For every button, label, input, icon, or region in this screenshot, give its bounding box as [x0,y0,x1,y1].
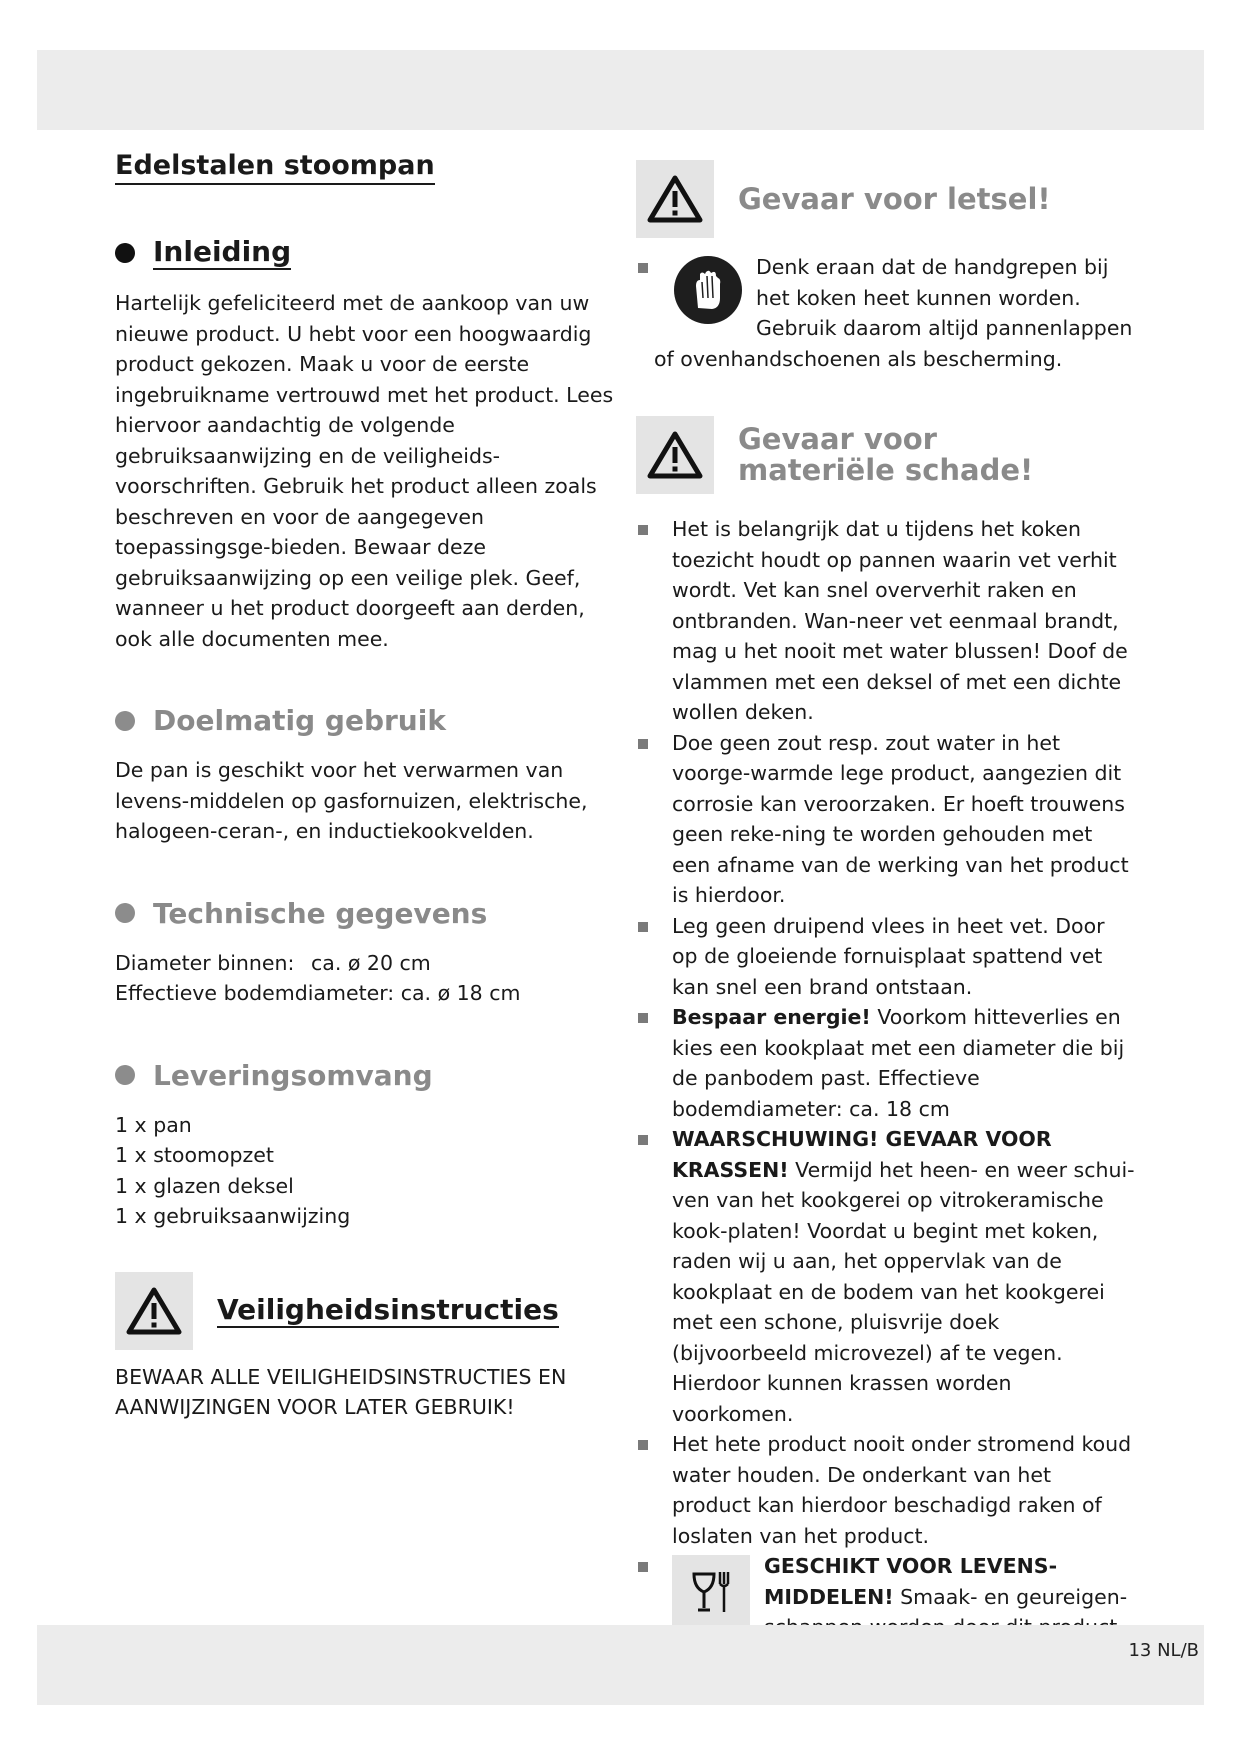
list-item: Doe geen zout resp. zout water in het voorge-warmde lege product, aangezien dit corrosie kan veroorzaken. Er hoeft trouwens geen reke-ning te worden gehouden met een afname van de werking van het product is hierdoor. [636,728,1136,911]
injury-item [636,252,1136,374]
bullet-icon [115,1065,135,1085]
warning-box [636,416,714,494]
page-number: 13 NL/B [1128,1640,1199,1661]
list-item: Het is belangrijk dat u tijdens het koken toezicht houdt op pannen waarin vet verhit wordt. Vet kan snel oververhit raken en ontbranden. Wan-neer vet eenmaal brandt, mag u het nooit met water blussen! Doof de vlammen met een deksel of met een dichte wollen deken. [636,514,1136,728]
injury-heading: Gevaar voor letsel! [738,181,1051,216]
bullet-icon [115,243,135,263]
list-item: 1 x stoomopzet [115,1143,274,1167]
list-item: 1 x pan [115,1112,192,1137]
left-column [115,150,615,1423]
tech-heading: Technische gegevens [153,896,488,930]
damage-header [636,416,1136,494]
warning-box [636,160,714,238]
safety-header [115,1272,615,1350]
intro-text: Hartelijk gefeliciteerd met de aankoop van uw nieuwe product. U hebt voor een hoogwaardig product gekozen. Maak u voor de eerste ingebruikname vertrouwd met het product. Lees hiervoor aandachtig de volgende gebruiksaanwijzing en de veiligheids-voorschriften. Gebruik het product alleen zoals beschreven en voor de aangegeven toepassingsge-bieden. Bewaar deze gebruiksaanwijzing op een veilige plek. Geef, wanneer u het product doorgeeft aan derden, ook alle documenten mee. [115,291,614,651]
food-safe-item: GESCHIKT VOOR LEVENS-MIDDELEN! Smaak- en geureigen- [636,1551,1136,1673]
delivery-heading: Leveringsomvang [153,1058,433,1092]
warning-triangle-icon [646,174,704,224]
safety-heading: Veiligheidsinstructies [217,1293,559,1326]
footer-band [37,1625,1204,1705]
oven-glove-icon [674,256,742,324]
document-title: Edelstalen stoompan [115,150,435,185]
use-heading: Doelmatig gebruik [153,704,446,737]
bullet-icon [115,711,135,731]
list-item: WAARSCHUWING! GEVAAR VOOR KRASSEN! Vermijd het heen- en weer schui-ven van het kookgerei op vitrokeramische kook-platen! Voordat u begint met koken, raden wij u aan, het oppervlak van de kookplaat en de bodem van het kookgerei met een schone, pluisvrije doek (bijvoorbeeld microvezel) af te vegen. Hierdoor kunnen krassen worden voorkomen. [636,1124,1136,1429]
damage-heading: Gevaar voor materiële schade! [738,422,1034,487]
list-item: 1 x gebruiksaanwijzing [115,1204,351,1228]
tech-specs [115,948,615,1009]
damage-list [636,514,1136,1673]
header-band [37,50,1204,130]
section-use-header [115,704,615,737]
bullet-icon [115,903,135,923]
spec-row: Effectieve bodemdiameter: ca. ø 18 cm [115,981,521,1005]
list-item: Leg geen druipend vlees in heet vet. Door op de gloeiende fornuisplaat spattend vet kan snel een brand ontstaan. [636,911,1136,1003]
section-delivery-header [115,1059,615,1092]
list-item: Bespaar energie! Voorkom hitteverlies en kies een kookplaat met een diameter die bij de panbodem past. Effectieve bodemdiameter: ca. 18 cm [636,1002,1136,1124]
use-text: De pan is geschikt voor het verwarmen van levens-middelen op gasfornuizen, elektrische, halogeen-ceran-, en inductiekookvelden. [115,758,588,843]
delivery-list [115,1110,615,1232]
injury-header [636,160,1136,238]
intro-heading: Inleiding [153,235,292,268]
list-item: 1 x glazen deksel [115,1173,294,1198]
right-column [636,160,1136,1673]
spec-value: ca. ø 20 cm [311,950,431,975]
spec-label: Diameter binnen: [115,950,295,975]
section-intro-header [115,235,615,270]
list-item: Het hete product nooit onder stromend koud water houden. De onderkant van het product kan hierdoor beschadigd raken of loslaten van het product. [636,1429,1136,1551]
warning-triangle-icon [125,1286,183,1336]
safety-text: BEWAAR ALLE VEILIGHEIDSINSTRUCTIES EN AANWIJZINGEN VOOR LATER GEBRUIK! [115,1364,567,1419]
warning-box [115,1272,193,1350]
injury-text: Denk eraan dat de handgrepen bij het koken heet kunnen worden. Gebruik daarom altijd pannenlappen of ovenhandschoenen als bescherming. [654,255,1133,371]
section-tech-header [115,897,615,930]
food-safe-icon [672,1555,750,1629]
bullet-square-icon [638,263,648,273]
warning-triangle-icon [646,430,704,480]
